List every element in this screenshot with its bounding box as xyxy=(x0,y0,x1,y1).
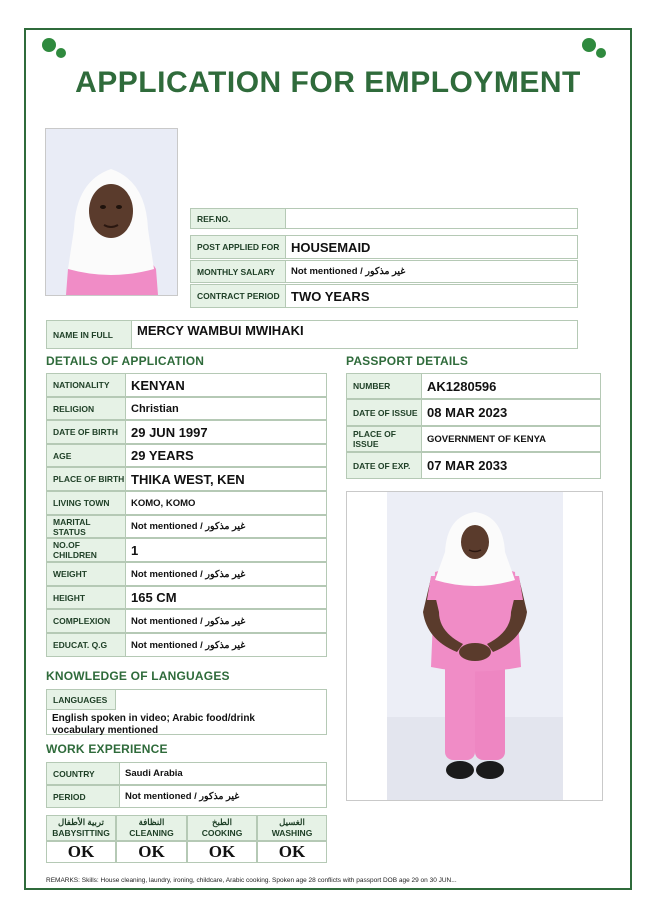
height-label: HEIGHT xyxy=(46,586,126,609)
date-of-issue-value: 08 MAR 2023 xyxy=(421,399,601,426)
skill-washing-value: OK xyxy=(257,841,327,863)
living-town-value: KOMO, KOMO xyxy=(125,491,327,515)
age-label: AGE xyxy=(46,444,126,467)
decor-dot-icon xyxy=(582,38,596,52)
skill-babysitting-label: BABYSITTING xyxy=(52,828,110,838)
nationality-label: NATIONALITY xyxy=(46,373,126,397)
height-value: 165 CM xyxy=(125,586,327,609)
contract-period-label: CONTRACT PERIOD xyxy=(190,284,286,308)
marital-status-value: Not mentioned / غير مذكور xyxy=(125,515,327,538)
country-label: COUNTRY xyxy=(46,762,120,785)
passport-heading: PASSPORT DETAILS xyxy=(346,354,469,368)
decor-dot-icon xyxy=(42,38,56,52)
weight-value: Not mentioned / غير مذكور xyxy=(125,562,327,586)
education-value: Not mentioned / غير مذكور xyxy=(125,633,327,657)
monthly-salary-label: MONTHLY SALARY xyxy=(190,260,286,283)
decor-dot-icon xyxy=(596,48,606,58)
children-value: 1 xyxy=(125,538,327,562)
skill-cooking-value: OK xyxy=(187,841,257,863)
religion-value: Christian xyxy=(125,397,327,420)
date-of-issue-label: DATE OF ISSUE xyxy=(346,399,422,426)
skill-cleaning-header xyxy=(116,815,187,841)
ref-no-value xyxy=(285,208,578,229)
education-label: EDUCAT. Q.G xyxy=(46,633,126,657)
monthly-salary-value: Not mentioned / غير مذكور xyxy=(285,260,578,283)
ref-no-label: REF.NO. xyxy=(190,208,286,229)
marital-status-label: MARITAL STATUS xyxy=(46,515,126,538)
portrait-photo xyxy=(45,128,178,296)
post-applied-value: HOUSEMAID xyxy=(285,235,578,259)
languages-heading: KNOWLEDGE OF LANGUAGES xyxy=(46,669,230,683)
complexion-label: COMPLEXION xyxy=(46,609,126,633)
post-applied-label: POST APPLIED FOR xyxy=(190,235,286,259)
full-body-photo xyxy=(346,491,603,801)
passport-number-label: NUMBER xyxy=(346,373,422,399)
place-of-birth-label: PLACE OF BIRTH xyxy=(46,467,126,491)
period-value: Not mentioned / غير مذكور xyxy=(119,785,327,808)
skill-cooking-arabic: الطبخ xyxy=(212,817,232,827)
weight-label: WEIGHT xyxy=(46,562,126,586)
children-label: NO.OF CHILDREN xyxy=(46,538,126,562)
dob-label: DATE OF BIRTH xyxy=(46,420,126,444)
religion-label: RELIGION xyxy=(46,397,126,420)
date-of-expiry-value: 07 MAR 2033 xyxy=(421,452,601,479)
place-of-issue-value: GOVERNMENT OF KENYA xyxy=(421,426,601,452)
languages-value: English spoken in video; Arabic food/drink vocabulary mentioned xyxy=(52,713,255,736)
skill-babysitting-header xyxy=(46,815,116,841)
skill-cleaning-value: OK xyxy=(116,841,187,863)
page-title: APPLICATION FOR EMPLOYMENT xyxy=(75,66,581,99)
decor-dot-icon xyxy=(56,48,66,58)
age-value: 29 YEARS xyxy=(125,444,327,467)
place-of-issue-label: PLACE OF ISSUE xyxy=(346,426,422,452)
place-of-birth-value: THIKA WEST, KEN xyxy=(125,467,327,491)
complexion-value: Not mentioned / غير مذكور xyxy=(125,609,327,633)
dob-value: 29 JUN 1997 xyxy=(125,420,327,444)
skill-washing-label: WASHING xyxy=(271,828,313,838)
name-label: NAME IN FULL xyxy=(46,320,132,349)
skill-washing-arabic: الغسيل xyxy=(279,817,305,827)
name-value: MERCY WAMBUI MWIHAKI xyxy=(131,320,578,349)
languages-label: LANGUAGES xyxy=(46,689,116,710)
skill-cooking-label: COOKING xyxy=(201,828,243,838)
skill-babysitting-value: OK xyxy=(46,841,116,863)
remarks-text: REMARKS: Skills: House cleaning, laundry, ironing, childcare, Arabic cooking. Spoken age 28 conflicts with passport DOB age 29 on 30 JUN... xyxy=(46,877,457,884)
skill-babysitting-arabic: تربية الأطفال xyxy=(58,817,104,827)
country-value: Saudi Arabia xyxy=(119,762,327,785)
nationality-value: KENYAN xyxy=(125,373,327,397)
passport-number-value: AK1280596 xyxy=(421,373,601,399)
skill-washing-header xyxy=(257,815,327,841)
skill-cleaning-arabic: النظافة xyxy=(138,817,165,827)
period-label: PERIOD xyxy=(46,785,120,808)
details-heading: DETAILS OF APPLICATION xyxy=(46,354,205,368)
work-heading: WORK EXPERIENCE xyxy=(46,742,168,756)
date-of-expiry-label: DATE OF EXP. xyxy=(346,452,422,479)
skill-cleaning-label: CLEANING xyxy=(129,828,174,838)
skill-cooking-header xyxy=(187,815,257,841)
living-town-label: LIVING TOWN xyxy=(46,491,126,515)
contract-period-value: TWO YEARS xyxy=(285,284,578,308)
